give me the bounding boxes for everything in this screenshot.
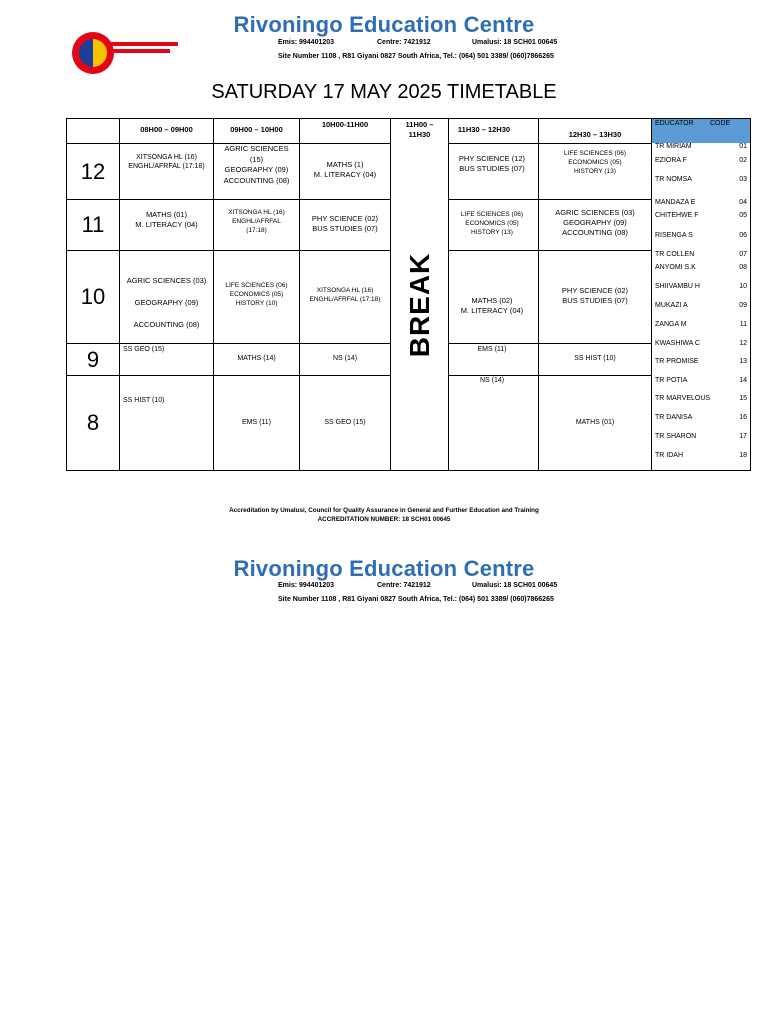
educator-name: TR SHARON (655, 433, 697, 440)
educator-name: EZIORA F (655, 157, 687, 164)
g10-slot4: MATHS (02) M. LITERACY (04) (460, 296, 524, 316)
educator-name: TR NOMSA (655, 176, 692, 183)
educator-name: ZANGA M (655, 321, 687, 328)
educator-code: 11 (739, 321, 747, 328)
g8-slot2: EMS (11) (241, 419, 272, 426)
g12-slot3: MATHS (1) M. LITERACY (04) (313, 160, 377, 180)
educator-code: 02 (739, 157, 747, 164)
educator-name: SHIIVAMBU H (655, 283, 700, 290)
g10-slot3: XITSONGA HL (16) ENGHL/AFRFAL (17:18) (309, 287, 381, 303)
site-address-footer: Site Number 1108 , R81 Giyani 0827 South Africa, Tel.: (064) 501 3389/ (060)7866265 (278, 596, 554, 603)
time-slot-1: 08H00 – 09H00 (140, 125, 193, 134)
g10-slot1: AGRIC SCIENCES (03) GEOGRAPHY (09) ACCOUNTING (08) (126, 276, 207, 330)
school-name: Rivoningo Education Centre (233, 12, 535, 37)
educator-code: 12 (739, 340, 747, 347)
g9-slot2: MATHS (14) (237, 355, 276, 362)
educator-name: TR MARVELOUS (655, 395, 711, 402)
educator-code: 04 (739, 199, 747, 206)
accreditation-number: ACCREDITATION NUMBER: 18 SCH01 00645 (317, 516, 451, 523)
educator-name: TR POTIA (655, 377, 688, 384)
centre-number-footer: Centre: 7421912 (377, 582, 431, 589)
g12-slot2: AGRIC SCIENCES (15) GEOGRAPHY (09) ACCOUNTING (08) (223, 144, 290, 185)
educator-code: 17 (739, 433, 747, 440)
educator-code: 05 (739, 212, 747, 219)
educator-name: TR IDAH (655, 452, 683, 459)
educator-name: ANYOMI S.K (655, 264, 696, 271)
g8-slot1: SS HIST (10) (123, 397, 165, 404)
g9-slot1: SS GEO (15) (123, 346, 165, 353)
educator-name: MANDAZA E (655, 199, 696, 206)
educator-code: 08 (739, 264, 747, 271)
code-header: CODE (710, 120, 731, 127)
educator-name: TR DANISA (655, 414, 693, 421)
educator-code: 10 (739, 283, 747, 290)
educator-code: 16 (739, 414, 747, 421)
emis-number: Emis: 994401203 (278, 39, 335, 46)
g11-slot3: PHY SCIENCE (02) BUS STUDIES (07) (311, 214, 379, 234)
educator-name: MUKAZI A (655, 302, 688, 309)
grade-10-label: 10 (80, 284, 106, 310)
educator-code: 13 (739, 358, 747, 365)
educator-code: 03 (739, 176, 747, 183)
g12-slot1: XITSONGA HL (16) ENGHL/AFRFAL (17:18) (128, 154, 205, 171)
centre-number: Centre: 7421912 (377, 39, 431, 46)
umalusi-number: Umalusi: 18 SCH01 00645 (472, 39, 558, 46)
g10-slot5: PHY SCIENCE (02) BUS STUDIES (07) (561, 286, 629, 306)
educator-name: CHITEHWE F (655, 212, 699, 219)
g11-slot1: MATHS (01) M. LITERACY (04) (135, 210, 198, 230)
g8-slot3: SS GEO (15) (324, 419, 366, 426)
grade-9-label: 9 (86, 346, 100, 372)
g12-slot4: PHY SCIENCE (12) BUS STUDIES (07) (458, 154, 526, 174)
page-title: SATURDAY 17 MAY 2025 TIMETABLE (211, 81, 557, 103)
g11-slot2: XITSONGA HL (16) ENGHL/AFRFAL (17:18) (228, 209, 285, 234)
g12-slot5: LIFE SCIENCES (06) ECONOMICS (05) HISTORY (13) (563, 150, 627, 175)
educator-name: RISENGA S (655, 232, 693, 239)
g8-slot4: NS (14) (479, 377, 505, 384)
accreditation-line: Accreditation by Umalusi, Council for Quality Assurance in General and Further Education and Training (229, 507, 539, 514)
emis-number-footer: Emis: 994401203 (278, 582, 335, 589)
grade-12-label: 12 (80, 158, 106, 184)
educator-code: 14 (739, 377, 747, 384)
site-address: Site Number 1108 , R81 Giyani 0827 South Africa, Tel.: (064) 501 3389/ (060)7866265 (278, 53, 554, 60)
umalusi-number-footer: Umalusi: 18 SCH01 00645 (472, 582, 558, 589)
g11-slot5: AGRIC SCIENCES (03) GEOGRAPHY (09) ACCOUNTING (08) (555, 208, 635, 238)
educator-header: EDUCATOR (655, 120, 694, 127)
educator-code: 15 (739, 395, 747, 402)
educator-code: 18 (739, 452, 747, 459)
educator-code: 07 (739, 251, 747, 258)
school-name-footer: Rivoningo Education Centre (233, 556, 535, 581)
time-slot-2: 09H00 – 10H00 (230, 125, 283, 134)
educator-name: TR PROMISE (655, 358, 699, 365)
g9-slot4: EMS (11) (477, 346, 507, 353)
educator-code: 09 (739, 302, 747, 309)
time-slot-5: 12H30 – 13H30 (568, 130, 622, 139)
educator-name: KWASHIWA C (655, 340, 700, 347)
g10-slot2: LIFE SCIENCES (06) ECONOMICS (05) HISTORY (10) (225, 282, 288, 307)
g8-slot5: MATHS (01) (575, 419, 615, 426)
break-label: BREAK (404, 252, 435, 358)
grade-11-label: 11 (81, 212, 105, 238)
time-slot-4: 11H30 – 12H30 (457, 125, 511, 134)
time-slot-3: 10H00-11H00 (321, 120, 369, 129)
educator-code: 06 (739, 232, 747, 239)
g11-slot4: LIFE SCIENCES (06) ECONOMICS (05) HISTORY (13) (460, 211, 524, 236)
educator-code: 01 (739, 143, 747, 150)
grade-8-label: 8 (86, 410, 100, 436)
educator-name: TR COLLEN (655, 251, 695, 258)
educator-name: TR MIRIAM (655, 143, 692, 150)
g9-slot5: SS HIST (10) (574, 355, 616, 362)
time-slot-break: 11H00 – 11H30 (405, 120, 434, 140)
g9-slot3: NS (14) (332, 355, 358, 362)
